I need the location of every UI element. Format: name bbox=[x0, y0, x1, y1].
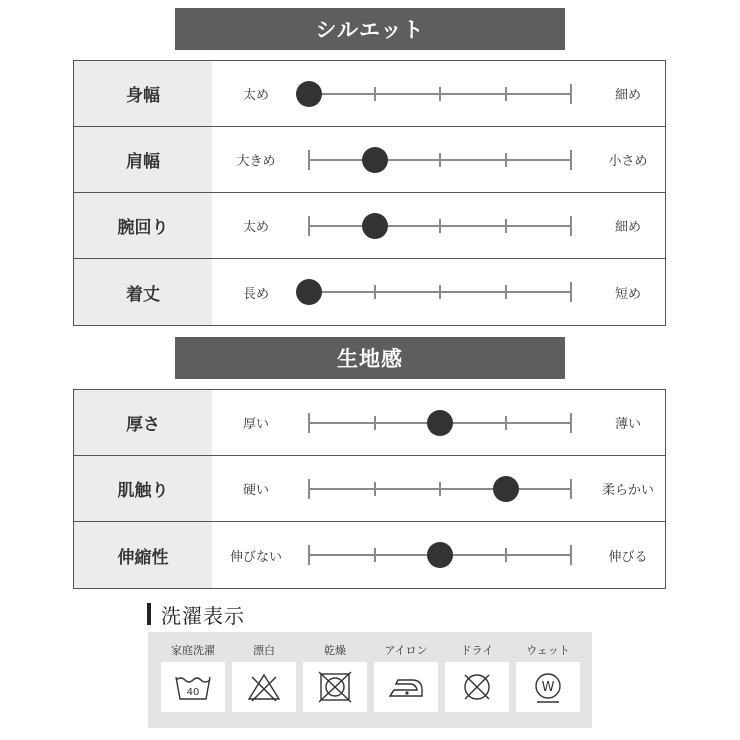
scale-tick bbox=[308, 545, 310, 565]
scale-tick bbox=[570, 216, 572, 236]
rating-scale bbox=[309, 522, 571, 588]
scale-tick bbox=[505, 219, 507, 233]
rating-scale bbox=[309, 127, 571, 192]
scale-right-label: 柔らかい bbox=[601, 483, 654, 498]
scale-tick bbox=[505, 153, 507, 167]
rating-scale bbox=[309, 259, 571, 325]
scale-tick bbox=[570, 479, 572, 499]
rating-scale bbox=[309, 456, 571, 521]
washing-symbols-panel bbox=[148, 632, 592, 728]
row-label: 肌触り bbox=[74, 456, 212, 521]
scale-tick bbox=[505, 548, 507, 562]
wash-label: 家庭洗濯 bbox=[171, 644, 215, 657]
scale-left-label: 大きめ bbox=[236, 154, 276, 169]
scale-tick bbox=[374, 285, 376, 299]
scale-tick bbox=[439, 87, 441, 101]
silhouette-section-title: シルエット bbox=[175, 8, 565, 50]
rating-scale bbox=[309, 61, 571, 126]
scale-tick bbox=[374, 482, 376, 496]
wash-item bbox=[445, 632, 509, 728]
row-label: 肩幅 bbox=[74, 127, 212, 192]
wet-letter: W bbox=[541, 680, 555, 695]
fabric-section-title: 生地感 bbox=[175, 337, 565, 379]
scale-marker bbox=[362, 213, 388, 239]
no-bleach-icon bbox=[246, 671, 282, 703]
washing-header bbox=[147, 600, 245, 628]
fabric-row bbox=[74, 456, 665, 522]
iron-low-icon bbox=[386, 672, 426, 702]
washing-title: 洗濯表示 bbox=[161, 603, 245, 628]
silhouette-row bbox=[74, 61, 665, 127]
row-label: 厚さ bbox=[74, 390, 212, 455]
scale-tick bbox=[505, 87, 507, 101]
silhouette-table bbox=[73, 60, 666, 326]
header-bar bbox=[147, 603, 151, 625]
scale-tick bbox=[374, 87, 376, 101]
scale-right-label: 細め bbox=[614, 88, 641, 103]
wash-temp: 40 bbox=[186, 687, 200, 698]
row-label: 身幅 bbox=[74, 61, 212, 126]
scale-right-label: 小さめ bbox=[608, 154, 648, 169]
row-label: 伸縮性 bbox=[74, 522, 212, 588]
wash-item bbox=[232, 632, 296, 728]
fabric-row bbox=[74, 390, 665, 456]
scale-tick bbox=[439, 285, 441, 299]
row-label: 着丈 bbox=[74, 259, 212, 325]
scale-tick bbox=[308, 150, 310, 170]
scale-tick bbox=[308, 413, 310, 433]
scale-tick bbox=[570, 413, 572, 433]
scale-tick bbox=[374, 416, 376, 430]
scale-marker bbox=[427, 410, 453, 436]
scale-tick bbox=[308, 216, 310, 236]
rating-scale bbox=[309, 390, 571, 455]
scale-marker bbox=[296, 81, 322, 107]
wash-label: アイロン bbox=[384, 644, 428, 657]
no-tumble-dry-icon bbox=[317, 670, 353, 704]
scale-marker bbox=[427, 542, 453, 568]
wash-item bbox=[161, 632, 225, 728]
scale-marker bbox=[362, 147, 388, 173]
scale-left-label: 厚い bbox=[242, 417, 269, 432]
scale-marker bbox=[296, 279, 322, 305]
wash-label: ウェット bbox=[526, 644, 570, 657]
scale-tick bbox=[439, 153, 441, 167]
scale-right-label: 伸びる bbox=[608, 549, 648, 565]
silhouette-row bbox=[74, 259, 665, 325]
wash-tub-40-icon bbox=[173, 670, 213, 704]
scale-left-label: 硬い bbox=[242, 483, 269, 498]
scale-left-label: 伸びない bbox=[229, 549, 282, 565]
wash-label: ドライ bbox=[460, 644, 494, 657]
scale-tick bbox=[570, 282, 572, 302]
scale-tick bbox=[570, 150, 572, 170]
scale-left-label: 太め bbox=[242, 220, 269, 235]
rating-scale bbox=[309, 193, 571, 258]
scale-tick bbox=[570, 545, 572, 565]
scale-tick bbox=[570, 84, 572, 104]
scale-tick bbox=[505, 416, 507, 430]
scale-tick bbox=[374, 548, 376, 562]
wash-label: 乾燥 bbox=[324, 644, 346, 657]
wash-item bbox=[516, 632, 580, 728]
fabric-table bbox=[73, 389, 666, 589]
wash-item bbox=[374, 632, 438, 728]
wash-item bbox=[303, 632, 367, 728]
scale-left-label: 長め bbox=[242, 286, 269, 302]
scale-tick bbox=[505, 285, 507, 299]
scale-right-label: 短め bbox=[614, 286, 641, 302]
scale-left-label: 太め bbox=[242, 88, 269, 103]
scale-marker bbox=[493, 476, 519, 502]
scale-tick bbox=[439, 219, 441, 233]
scale-right-label: 薄い bbox=[614, 417, 641, 432]
wash-label: 漂白 bbox=[253, 644, 275, 657]
row-label: 腕回り bbox=[74, 193, 212, 258]
no-dry-clean-icon bbox=[459, 670, 495, 704]
silhouette-row bbox=[74, 193, 665, 259]
fabric-row bbox=[74, 522, 665, 588]
scale-tick bbox=[439, 482, 441, 496]
scale-right-label: 細め bbox=[614, 220, 641, 235]
wet-clean-icon bbox=[530, 670, 566, 704]
silhouette-row bbox=[74, 127, 665, 193]
scale-tick bbox=[308, 479, 310, 499]
